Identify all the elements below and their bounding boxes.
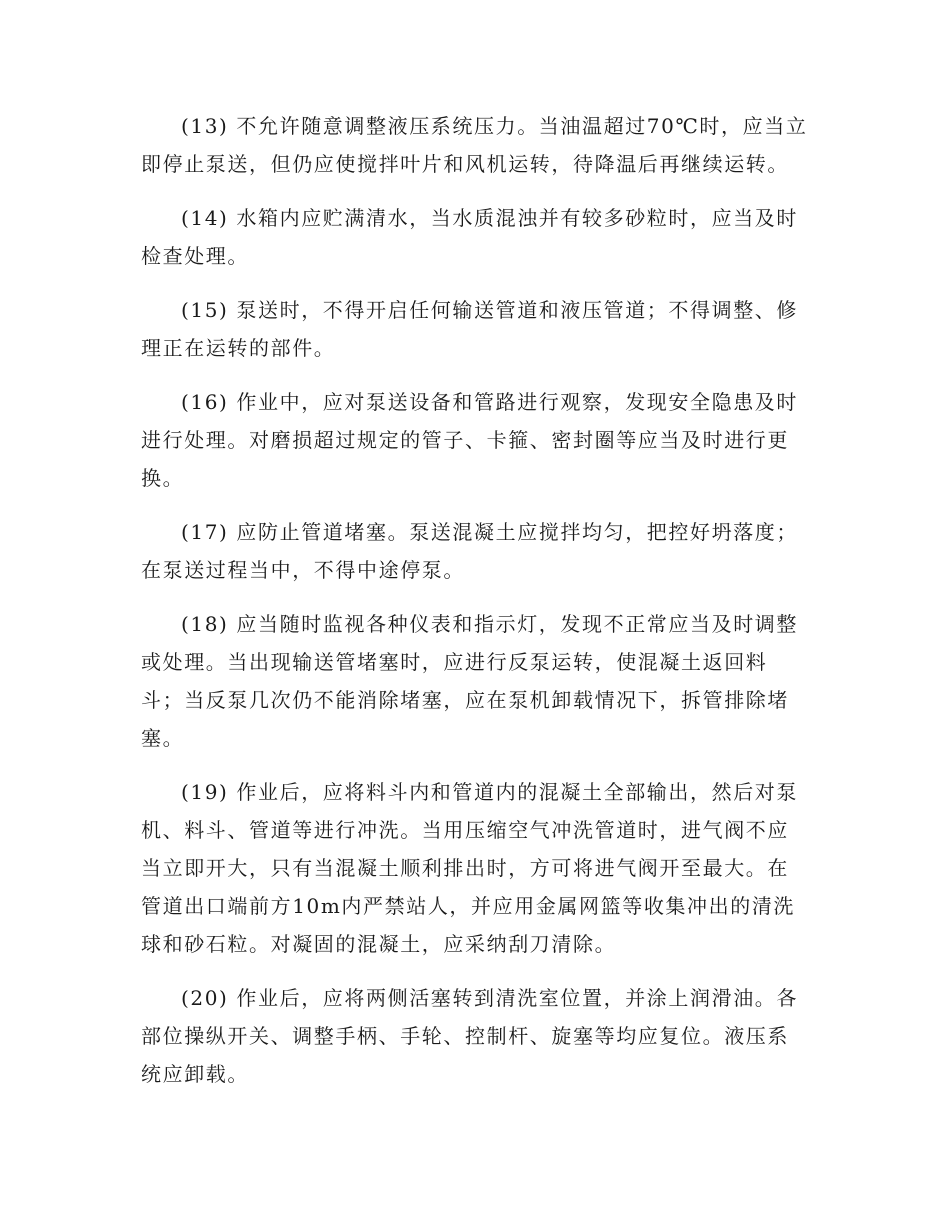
paragraph-line: 换。 — [141, 466, 185, 490]
paragraph-line: 进行处理。对磨损超过规定的管子、卡箍、密封圈等应当及时进行更 — [141, 428, 789, 452]
paragraph-line: (14) 水箱内应贮满清水，当水质混浊并有较多砂粒时，应当及时 — [181, 206, 799, 230]
paragraph-line: 统应卸载。 — [141, 1062, 249, 1086]
paragraph-line: (15) 泵送时，不得开启任何输送管道和液压管道；不得调整、修 — [181, 298, 799, 322]
paragraph-line: 机、料斗、管道等进行冲洗。当用压缩空气冲洗管道时，进气阀不应 — [141, 818, 789, 842]
paragraph-line: (20) 作业后，应将两侧活塞转到清洗室位置，并涂上润滑油。各 — [181, 986, 799, 1010]
paragraph-line: (16) 作业中，应对泵送设备和管路进行观察，发现安全隐患及时 — [181, 390, 799, 414]
paragraph-line: 部位操纵开关、调整手柄、手轮、控制杆、旋塞等均应复位。液压系 — [141, 1024, 789, 1048]
paragraph-line: (13) 不允许随意调整液压系统压力。当油温超过70℃时，应当立 — [181, 114, 808, 138]
paragraph-line: (19) 作业后，应将料斗内和管道内的混凝土全部输出，然后对泵 — [181, 780, 799, 804]
paragraph-line: 斗；当反泵几次仍不能消除堵塞，应在泵机卸载情况下，拆管排除堵 — [141, 688, 789, 712]
paragraph-line: 或处理。当出现输送管堵塞时，应进行反泵运转，使混凝土返回料 — [141, 650, 768, 674]
paragraph-line: 在泵送过程当中，不得中途停泵。 — [141, 558, 465, 582]
paragraph-14 — [141, 199, 813, 275]
paragraph-line: (17) 应防止管道堵塞。泵送混凝土应搅拌均匀，把控好坍落度； — [181, 520, 799, 544]
paragraph-17 — [141, 513, 813, 589]
paragraph-line: (18) 应当随时监视各种仪表和指示灯，发现不正常应当及时调整 — [181, 612, 799, 636]
paragraph-line: 管道出口端前方10m内严禁站人，并应用金属网篮等收集冲出的清洗 — [141, 894, 796, 918]
paragraph-13 — [141, 107, 813, 183]
paragraph-20 — [141, 979, 813, 1093]
paragraph-line: 当立即开大，只有当混凝土顺利排出时，方可将进气阀开至最大。在 — [141, 856, 789, 880]
paragraph-line: 检查处理。 — [141, 244, 249, 268]
paragraph-15 — [141, 291, 813, 367]
paragraph-line: 理正在运转的部件。 — [141, 336, 336, 360]
paragraph-line: 塞。 — [141, 726, 185, 750]
paragraph-line: 即停止泵送，但仍应使搅拌叶片和风机运转，待降温后再继续运转。 — [141, 152, 789, 176]
paragraph-16 — [141, 383, 813, 497]
paragraph-19 — [141, 773, 813, 963]
paragraph-line: 球和砂石粒。对凝固的混凝土，应采纳刮刀清除。 — [141, 932, 617, 956]
paragraph-18 — [141, 605, 813, 757]
document-body — [141, 107, 813, 1109]
